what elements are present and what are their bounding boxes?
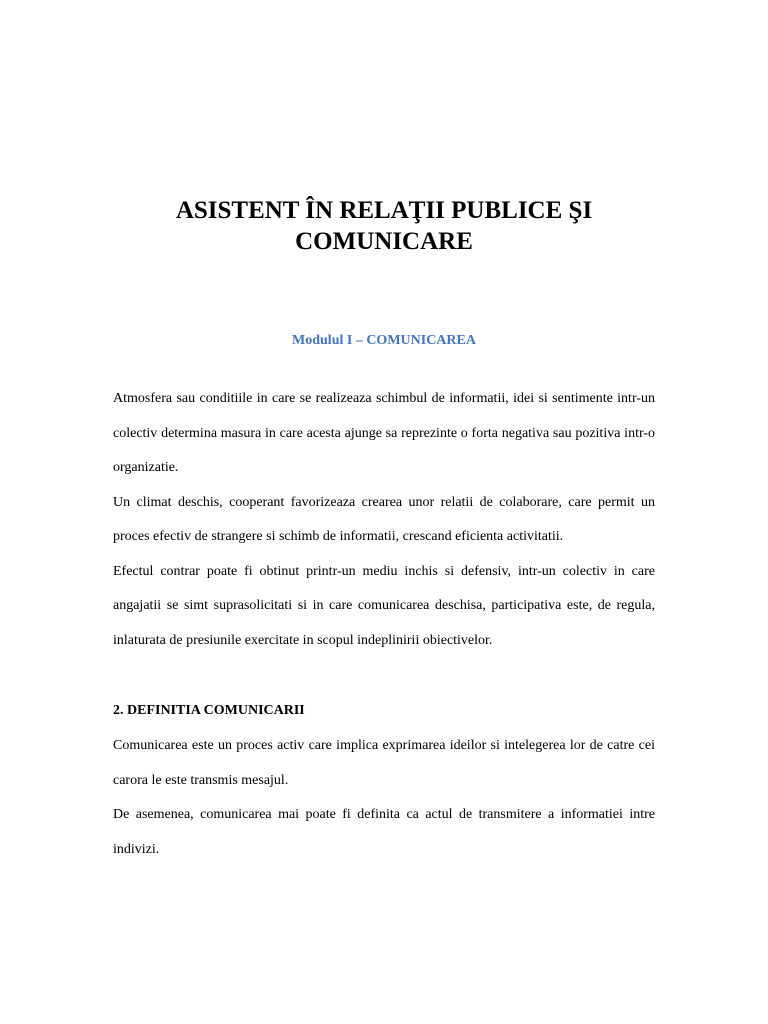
intro-paragraph-3: Efectul contrar poate fi obtinut printr-un mediu inchis si defensiv, intr-un colectiv in care angajatii se simt suprasolicitati si in care comunicarea deschisa, participativa este, de regula, inlaturata de presiunile exercitate in scopul indeplinirii obiectivelor. bbox=[113, 563, 655, 648]
intro-paragraph-1: Atmosfera sau conditiile in care se realizeaza schimbul de informatii, idei si sentimente intr-un colectiv determina masura in care acesta ajunge sa reprezinte o forta negativa sau pozitiva intr-o organizatie. bbox=[113, 391, 655, 475]
definition-paragraph-2: De asemenea, comunicarea mai poate fi definita ca actul de transmitere a informatiei intre indivizi. bbox=[113, 807, 655, 857]
document-title-line-1: ASISTENT ÎN RELAŢII PUBLICE ŞI bbox=[175, 197, 593, 224]
section-heading-definitia-comunicarii: 2. DEFINITIA COMUNICARII bbox=[113, 703, 305, 718]
intro-paragraph-2: Un climat deschis, cooperant favorizeaza crearea unor relatii de colaborare, care permit un proces efectiv de strangere si schimb de informatii, crescand eficienta activitatii. bbox=[113, 494, 655, 544]
intro-section bbox=[113, 382, 655, 658]
definition-paragraph-1: Comunicarea este un proces activ care implica exprimarea ideilor si intelegerea lor de catre cei carora le este transmis mesajul. bbox=[113, 738, 655, 788]
definition-section bbox=[113, 729, 655, 867]
document-title bbox=[90, 195, 678, 257]
module-heading: Modulul I – COMUNICAREA bbox=[292, 333, 476, 348]
document-title-line-2: COMUNICARE bbox=[295, 228, 473, 255]
